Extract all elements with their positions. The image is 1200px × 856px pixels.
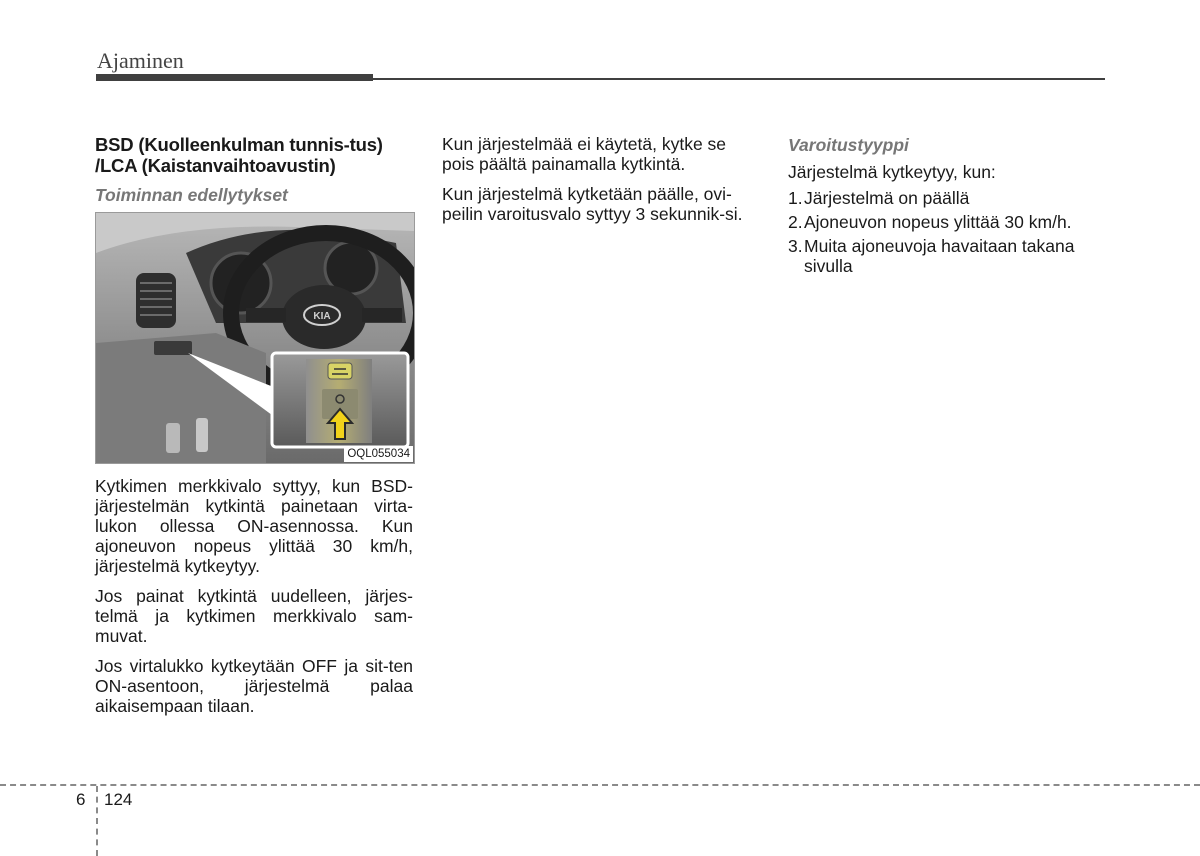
paragraph-2: Jos painat kytkintä uudelleen, järjes-telmä ja kytkimen merkkivalo sam-muvat. [95,586,413,646]
column-3 [788,134,1118,280]
list-item-text: Muita ajoneuvoja havaitaan takana sivulla [804,236,1075,276]
kia-logo: KIA [313,311,331,322]
column-2 [442,134,762,234]
list-item-text: Järjestelmä on päällä [804,188,970,208]
list-item-number: 2. [788,212,803,232]
footer-dashed-divider [96,786,98,856]
chapter-number: 6 [76,790,86,809]
column-1 [95,134,413,726]
page-number: 124 [104,790,133,809]
list-item-number: 3. [788,236,803,256]
list-item [788,212,1118,232]
section-title: Ajaminen [97,48,184,73]
list-item [788,236,1118,276]
paragraph-3: Jos virtalukko kytkeytään OFF ja sit-ten ON-asentoon, järjestelmä palaa aikaisempaan tilaan. [95,656,413,716]
list-intro: Järjestelmä kytkeytyy, kun: [788,162,996,182]
list-item-number: 1. [788,188,803,208]
paragraph-5: Kun järjestelmä kytketään päälle, ovi-peilin varoitusvalo syttyy 3 sekunnik-si. [442,184,743,224]
conditions-list [788,188,1118,276]
figure-code: OQL055034 [344,446,413,462]
dashboard-figure [95,212,415,464]
section-heading: BSD (Kuolleenkulman tunnis-tus) /LCA (Kaistanvaihtoavustin) [95,134,383,176]
subheading-warning-type: Varoitustyyppi [788,135,909,155]
dashboard-illustration [96,213,414,463]
list-item-text: Ajoneuvon nopeus ylittää 30 km/h. [804,212,1072,232]
list-item [788,188,1118,208]
subheading-conditions: Toiminnan edellytykset [95,185,288,205]
header-rule-thin [373,78,1105,80]
paragraph-1: Kytkimen merkkivalo syttyy, kun BSD-järjestelmän kytkintä painetaan virta-lukon ollessa ON-asennossa. Kun ajoneuvon nopeus ylittää 30 km/h, järjestelmä kytkeytyy. [95,476,413,576]
footer-dashed-rule [0,784,1200,786]
paragraph-4: Kun järjestelmää ei käytetä, kytke se pois päältä painamalla kytkintä. [442,134,727,174]
header-rule-thick [96,74,373,81]
